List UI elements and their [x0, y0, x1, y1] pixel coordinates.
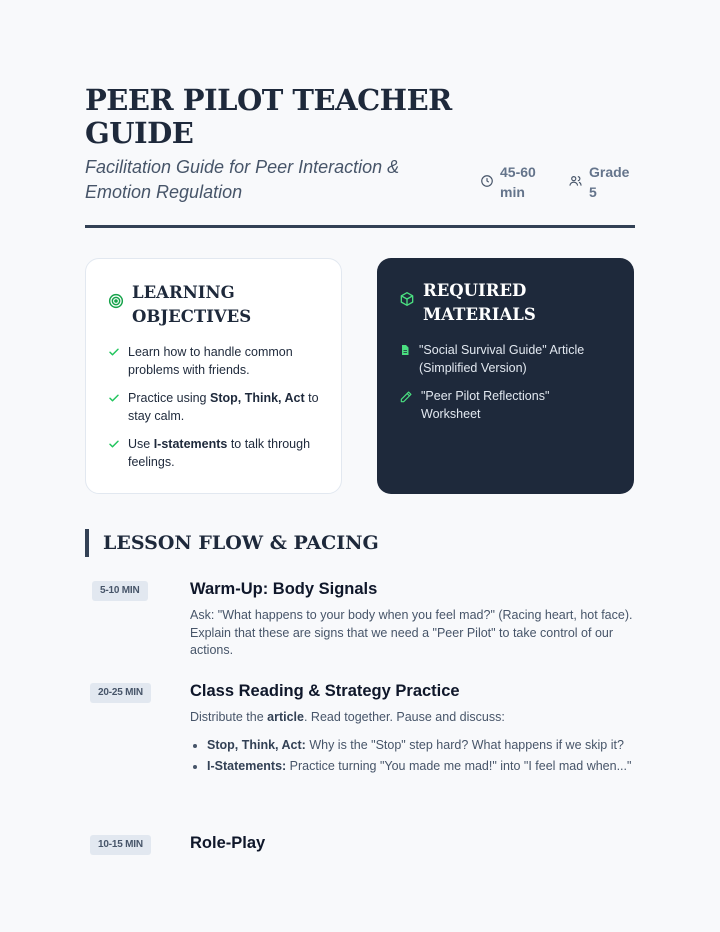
objectives-title: LEARNING OBJECTIVES — [132, 283, 252, 326]
pencil-icon — [399, 390, 413, 404]
step-title: Class Reading & Strategy Practice — [190, 682, 460, 700]
duration-meta — [480, 162, 546, 202]
users-icon — [568, 174, 583, 188]
step-body — [190, 581, 635, 660]
step-title: Warm-Up: Body Signals — [190, 580, 378, 598]
materials-card — [377, 258, 634, 494]
lesson-flow-title: LESSON FLOW & PACING — [85, 529, 379, 557]
clock-icon — [480, 174, 494, 188]
page-subtitle: Facilitation Guide for Peer Interaction & Emotion Regulation — [85, 157, 400, 202]
materials-title: REQUIRED MATERIALS — [423, 281, 536, 324]
target-icon — [108, 293, 124, 309]
discussion-list — [190, 737, 635, 776]
step-description: Distribute the article. Read together. Pause and discuss: — [190, 710, 505, 724]
material-text: "Social Survival Guide" Article (Simplified Version) — [419, 343, 585, 375]
discussion-item: • I-Statements: Practice turning "You made me mad!" into "I feel mad when..." — [207, 758, 635, 776]
page-title: PEER PILOT TEACHER GUIDE — [85, 83, 452, 150]
step-body — [190, 835, 635, 854]
step-title: Role-Play — [190, 834, 266, 852]
document-icon — [399, 344, 411, 356]
objective-item: Learn how to handle common problems with friends. — [108, 343, 319, 379]
material-item — [399, 341, 612, 377]
materials-header — [399, 279, 612, 327]
objectives-header — [108, 281, 319, 329]
box-icon — [399, 291, 415, 307]
grade-meta — [568, 162, 635, 202]
objective-item: Use I-statements to talk through feelings. — [108, 435, 319, 471]
duration-text: 45-60 min — [500, 164, 536, 200]
check-icon — [108, 346, 120, 358]
step-body — [190, 683, 635, 780]
objective-item: Practice using Stop, Think, Act to stay calm. — [108, 389, 319, 425]
discussion-item: • Stop, Think, Act: Why is the "Stop" step hard? What happens if we skip it? — [207, 737, 635, 755]
time-badge: 20-25 MIN — [90, 683, 151, 703]
time-badge: 5-10 MIN — [92, 581, 148, 601]
grade-text: Grade 5 — [589, 164, 630, 200]
header-divider — [85, 225, 635, 228]
lesson-meta — [480, 162, 635, 202]
check-icon — [108, 392, 120, 404]
time-badge: 10-15 MIN — [90, 835, 151, 855]
material-item — [399, 387, 612, 423]
check-icon — [108, 438, 120, 450]
objectives-card — [85, 258, 342, 494]
step-description: Ask: "What happens to your body when you feel mad?" (Racing heart, hot face). Explain that these are signs that we need a "Peer Pilot" to take control of our actions. — [190, 608, 633, 657]
material-text: "Peer Pilot Reflections" Worksheet — [421, 389, 550, 421]
